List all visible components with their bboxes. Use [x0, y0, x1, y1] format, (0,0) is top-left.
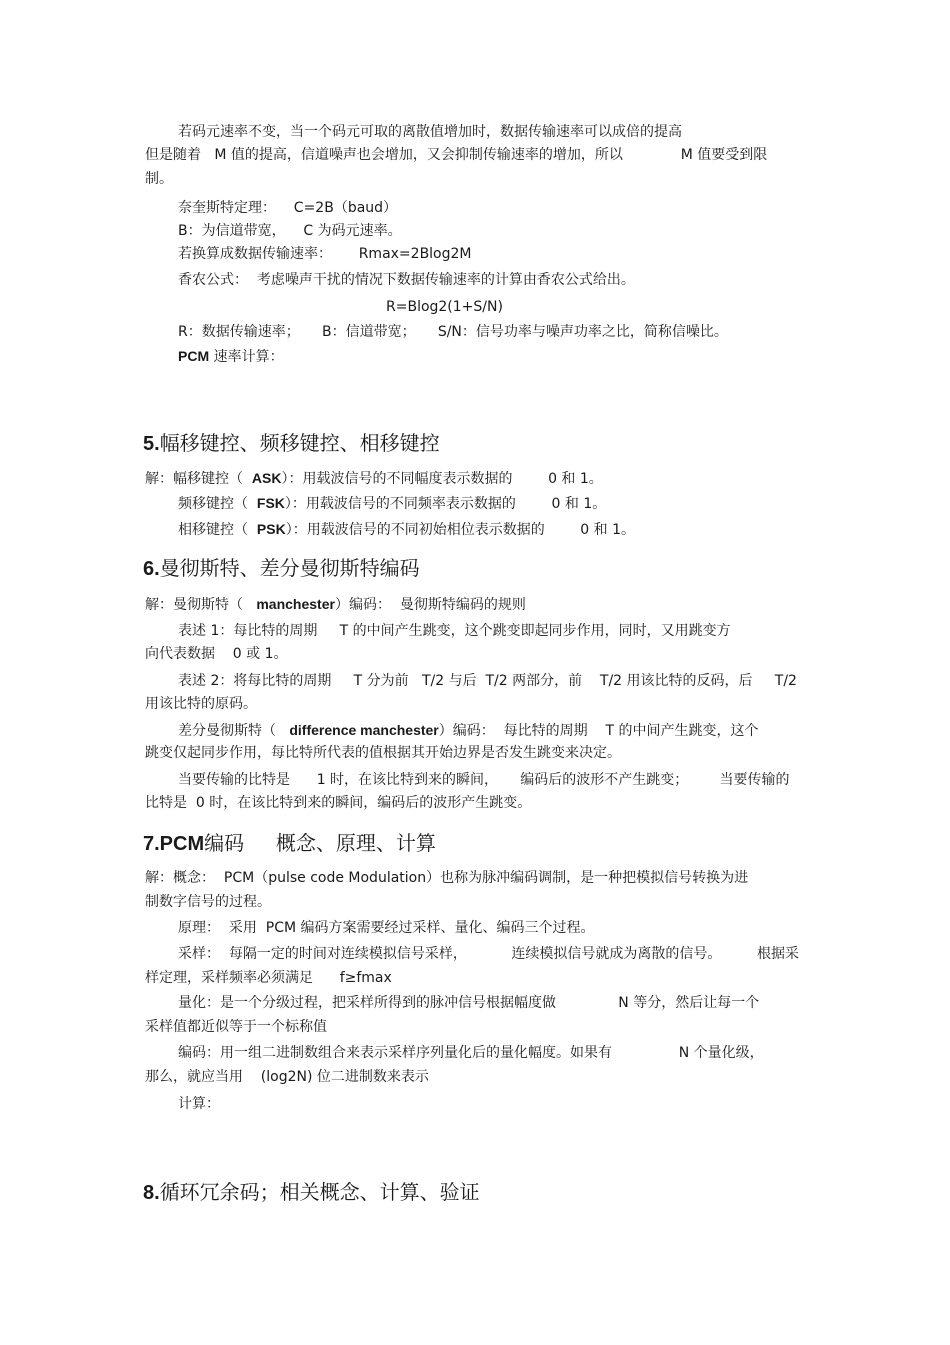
- section-5-number: 5.: [143, 433, 160, 455]
- s6-line-5: 用该比特的原码。: [145, 696, 257, 712]
- s7-line-10: 计算：: [178, 1096, 220, 1112]
- s7-line-8: 编码：用一组二进制数组合来表示采样序列量化后的量化幅度。如果有 N 个量化级，: [178, 1045, 764, 1061]
- section-7-number: 7.PCM: [143, 833, 205, 855]
- section-5-title: 幅移键控、频移键控、相移键控: [159, 431, 440, 455]
- psk-desc: ）：用载波信号的不同初始相位表示数据的 0 和 1。: [285, 522, 636, 538]
- section-8-title: 循环冗余码；相关概念、计算、验证: [159, 1180, 480, 1204]
- fsk-desc: ）：用载波信号的不同频率表示数据的 0 和 1。: [284, 496, 607, 512]
- pcm-rate-bold: PCM: [178, 348, 210, 364]
- s7-line-9: 那么，就应当用 (log2N) 位二进制数来表示: [145, 1069, 429, 1085]
- section-6-number: 6.: [143, 558, 160, 580]
- section-6-heading: [143, 555, 420, 582]
- s6-line-1: [145, 595, 526, 614]
- pcm-rate-text: 速率计算：: [209, 349, 284, 365]
- s7-line-3: 原理： 采用 PCM 编码方案需要经过采样、量化、编码三个过程。: [178, 920, 595, 936]
- difference-manchester-term: difference manchester: [289, 722, 439, 738]
- intro-line-3: 制。: [145, 171, 173, 187]
- ask-abbr: ASK: [251, 470, 282, 486]
- s7-line-2: 制数字信号的过程。: [145, 894, 271, 910]
- fsk-abbr: FSK: [256, 495, 285, 511]
- rmax-formula: 若换算成数据传输速率： Rmax=2Blog2M: [178, 246, 472, 262]
- section-6-title: 曼彻斯特、差分曼彻斯特编码: [159, 556, 420, 580]
- s6-line-8: 当要传输的比特是 1 时，在该比特到来的瞬间， 编码后的波形不产生跳变； 当要传输的: [178, 772, 790, 788]
- ask-line: [145, 469, 603, 488]
- s6-line-6-suffix: ）编码： 每比特的周期 T 的中间产生跳变，这个: [438, 723, 759, 739]
- psk-abbr: PSK: [256, 521, 286, 537]
- manchester-term: manchester: [256, 596, 335, 612]
- pcm-rate-line: [178, 347, 284, 366]
- intro-line-2: 但是随着 M 值的提高，信道噪声也会增加，又会抑制传输速率的增加，所以 M 值要受到限: [145, 147, 768, 163]
- shannon-formula-text: 香农公式： 考虑噪声干扰的情况下数据传输速率的计算由香农公式给出。: [178, 272, 635, 288]
- intro-line-1: 若码元速率不变，当一个码元可取的离散值增加时，数据传输速率可以成倍的提高: [178, 124, 682, 140]
- s7-line-4: 采样： 每隔一定的时间对连续模拟信号采样， 连续模拟信号就成为离散的信号。 根据采: [178, 946, 800, 962]
- ask-prefix: 解：幅移键控（: [145, 471, 252, 487]
- fsk-line: [178, 494, 606, 513]
- s7-line-6: 量化：是一个分级过程，把采样所得到的脉冲信号根据幅度做 N 等分，然后让每一个: [178, 995, 760, 1011]
- shannon-variables: R：数据传输速率； B：信道带宽； S/N：信号功率与噪声功率之比，简称信噪比。: [178, 324, 728, 340]
- s6-line-6-prefix: 差分曼彻斯特（: [178, 723, 290, 739]
- section-7-title: 编码 概念、原理、计算: [204, 831, 436, 855]
- fsk-prefix: 频移键控（: [178, 496, 257, 512]
- s6-line-3: 向代表数据 0 或 1。: [145, 646, 288, 662]
- section-7-heading: [143, 830, 436, 857]
- s7-line-1: 解：概念： PCM（pulse code Modulation）也称为脉冲编码调制，是一种把模拟信号转换为进: [145, 870, 749, 886]
- s7-line-7: 采样值都近似等于一个标称值: [145, 1019, 327, 1035]
- s7-line-5: 样定理，采样频率必须满足 f≥fmax: [145, 970, 392, 986]
- section-5-heading: [143, 430, 440, 457]
- nyquist-variables: B：为信道带宽， C 为码元速率。: [178, 223, 402, 239]
- s6-line-1-prefix: 解：曼彻斯特（: [145, 597, 257, 613]
- s6-line-4: 表述 2：将每比特的周期 T 分为前 T/2 与后 T/2 两部分，前 T/2 用该比特的反码，后 T/2: [178, 673, 797, 689]
- s6-line-7: 跳变仅起同步作用，每比特所代表的值根据其开始边界是否发生跳变来决定。: [145, 745, 621, 761]
- section-8-heading: [143, 1179, 480, 1206]
- psk-prefix: 相移键控（: [178, 522, 257, 538]
- s6-line-2: 表述 1：每比特的周期 T 的中间产生跳变，这个跳变即起同步作用，同时，又用跳变方: [178, 623, 731, 639]
- nyquist-theorem: 奈奎斯特定理： C=2B（baud）: [178, 200, 398, 216]
- s6-line-1-suffix: ）编码： 曼彻斯特编码的规则: [334, 597, 526, 613]
- psk-line: [178, 520, 635, 539]
- s6-line-6: [178, 721, 758, 740]
- section-8-number: 8.: [143, 1182, 160, 1204]
- ask-desc: ）：用载波信号的不同幅度表示数据的 0 和 1。: [281, 471, 603, 487]
- shannon-formula: R=Blog2(1+S/N): [386, 299, 503, 315]
- s6-line-9: 比特是 0 时，在该比特到来的瞬间，编码后的波形产生跳变。: [145, 795, 532, 811]
